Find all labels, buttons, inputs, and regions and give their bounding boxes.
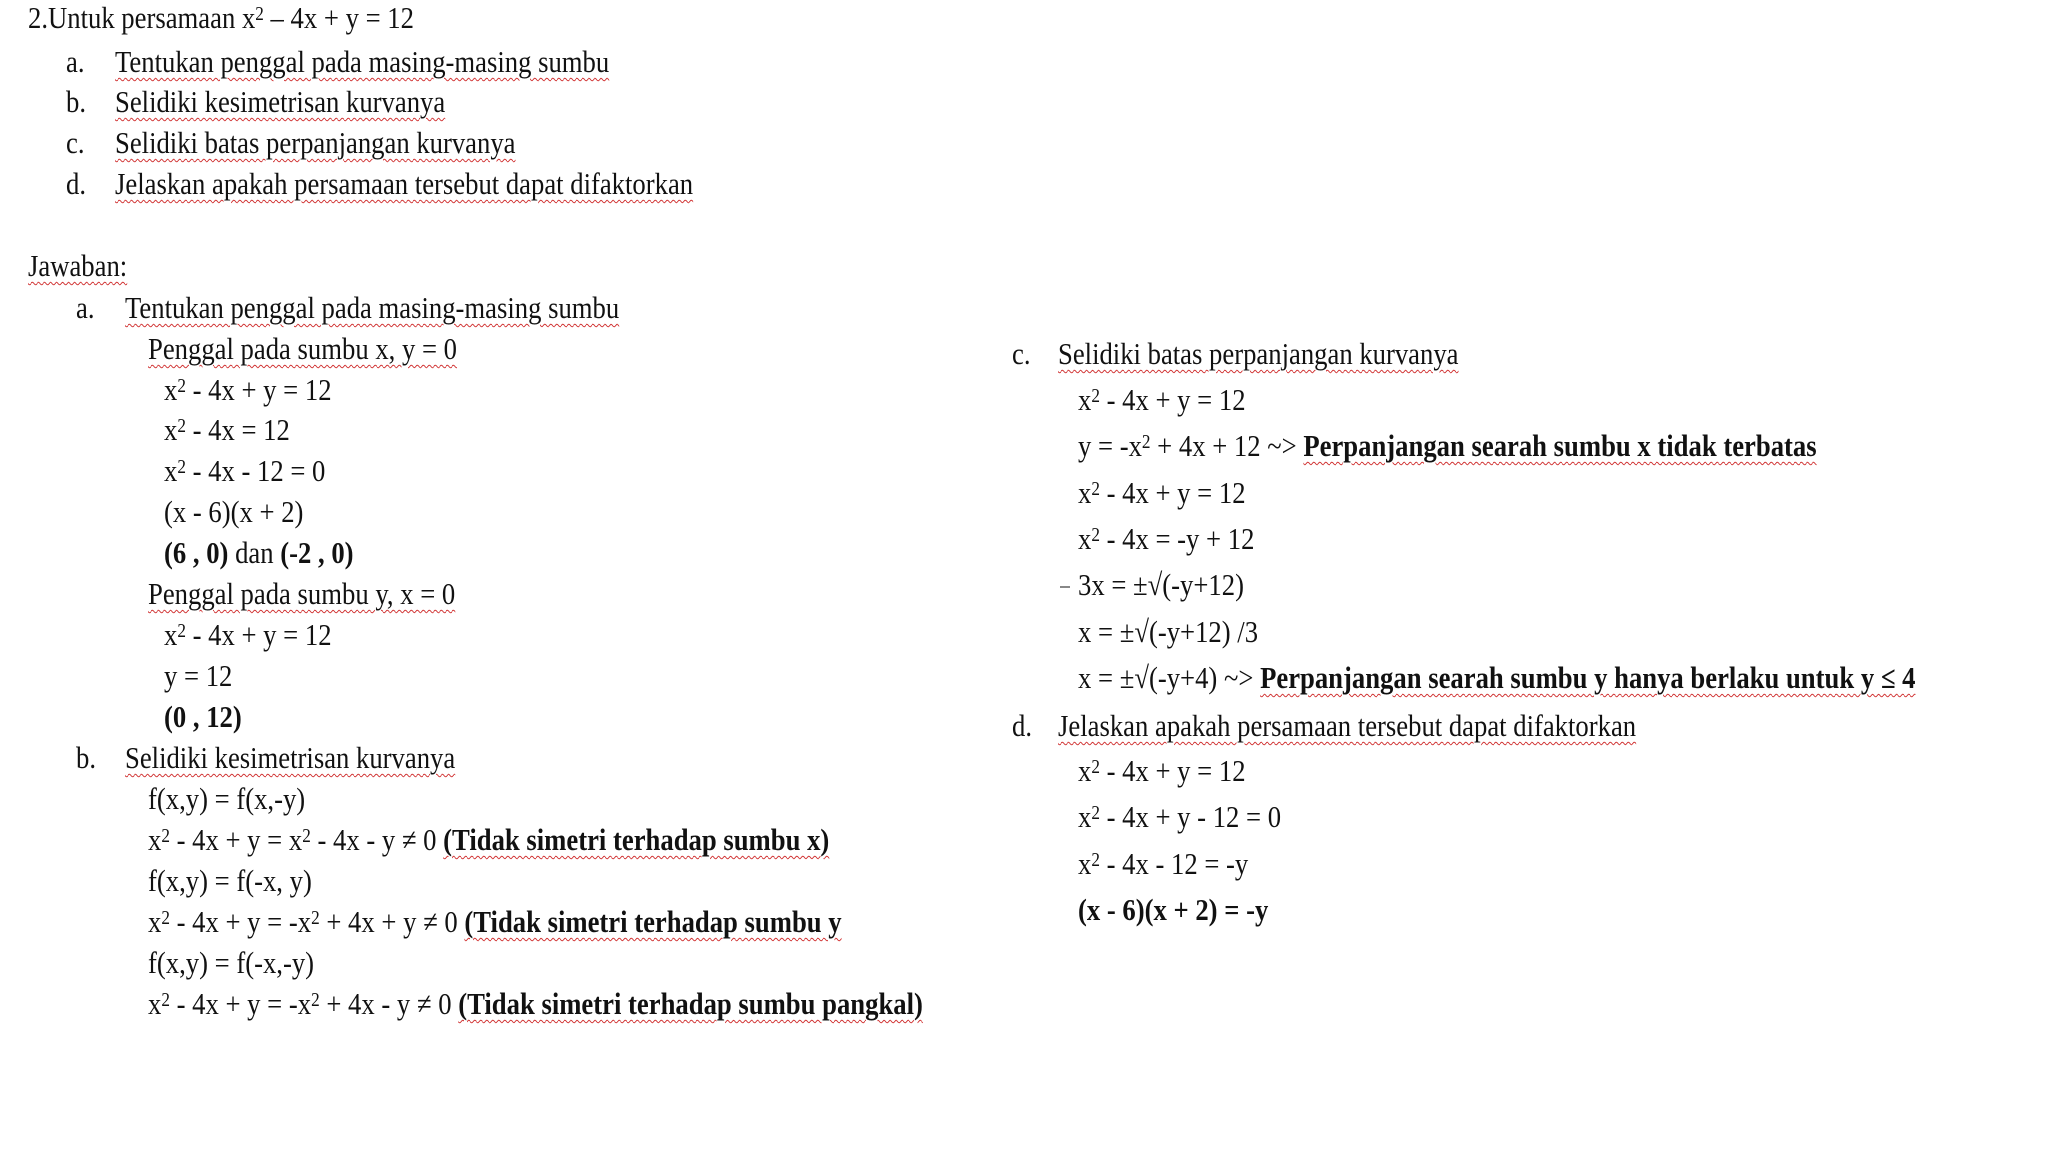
- answer-b-line-3: f(x,y) = f(-x, y): [148, 863, 312, 898]
- answer-c-line-4: $x^2 - 4x = -y + 12$: [1078, 521, 1255, 556]
- answer-c-line-3: $x^2 - 4x + y = 12$: [1078, 475, 1246, 510]
- answer-b-label: b.: [76, 740, 96, 775]
- answer-d-line-4: (x - 6)(x + 2) = -y: [1078, 892, 1269, 927]
- answer-a-x-result: (6 , 0) dan (-2 , 0): [164, 535, 354, 570]
- answer-c-line-7: x = ±√(-y+4) ~> Perpanjangan searah sumbu y hanya berlaku untuk y ≤ 4: [1078, 660, 1916, 695]
- answer-b-line-6: $x^2 - 4x + y = -x^2 + 4x - y \ne 0$ (Tidak simetri terhadap sumbu pangkal): [148, 986, 923, 1021]
- answer-d-label: d.: [1012, 708, 1032, 743]
- question-item-d: Jelaskan apakah persamaan tersebut dapat difaktorkan: [115, 166, 694, 201]
- answer-heading: Jawaban:: [28, 248, 128, 283]
- answer-a-x-title: Penggal pada sumbu x, y = 0: [148, 331, 458, 366]
- answer-c-line-2: $y = -x^2 + 4x + 12$ ~> Perpanjangan searah sumbu x tidak terbatas: [1078, 428, 1817, 463]
- answer-c-line-1: $x^2 - 4x + y = 12$: [1078, 382, 1246, 417]
- answer-a-title: Tentukan penggal pada masing-masing sumbu: [125, 290, 620, 325]
- question-item-d-label: d.: [66, 166, 86, 201]
- answer-b-line-5: f(x,y) = f(-x,-y): [148, 945, 315, 980]
- answer-a-y-result: (0 , 12): [164, 699, 242, 734]
- answer-a-x-line-4: (x - 6)(x + 2): [164, 494, 304, 529]
- stray-dash-mark: [1060, 586, 1070, 588]
- question-item-b-label: b.: [66, 84, 86, 119]
- answer-b-line-2: $x^2 - 4x + y = x^2 - 4x - y \ne 0$ (Tidak simetri terhadap sumbu x): [148, 822, 830, 857]
- answer-a-x-line-1: $x^2 - 4x + y = 12$: [164, 372, 332, 407]
- answer-b-title: Selidiki kesimetrisan kurvanya: [125, 740, 456, 775]
- answer-d-line-2: $x^2 - 4x + y - 12 = 0$: [1078, 799, 1282, 834]
- answer-c-line-5: 3x = ±√(-y+12): [1078, 567, 1244, 602]
- answer-a-y-line-1: $x^2 - 4x + y = 12$: [164, 617, 332, 652]
- answer-a-y-title: Penggal pada sumbu y, x = 0: [148, 576, 456, 611]
- question-item-a: Tentukan penggal pada masing-masing sumbu: [115, 44, 610, 79]
- answer-a-x-line-2: $x^2 - 4x = 12$: [164, 412, 290, 447]
- question-item-c-label: c.: [66, 125, 85, 160]
- answer-a-label: a.: [76, 290, 95, 325]
- answer-b-line-1: f(x,y) = f(x,-y): [148, 781, 306, 816]
- question-item-c: Selidiki batas perpanjangan kurvanya: [115, 125, 516, 160]
- answer-d-line-3: $x^2 - 4x - 12 = -y$: [1078, 846, 1249, 881]
- answer-d-line-1: $x^2 - 4x + y = 12$: [1078, 753, 1246, 788]
- answer-c-line-6: x = ±√(-y+12) /3: [1078, 614, 1259, 649]
- question-item-a-label: a.: [66, 44, 85, 79]
- question-item-b: Selidiki kesimetrisan kurvanya: [115, 84, 446, 119]
- answer-a-y-line-2: y = 12: [164, 658, 233, 693]
- answer-b-line-4: $x^2 - 4x + y = -x^2 + 4x + y \ne 0$ (Tidak simetri terhadap sumbu y: [148, 904, 842, 939]
- answer-a-x-line-3: $x^2 - 4x - 12 = 0$: [164, 453, 326, 488]
- answer-c-label: c.: [1012, 336, 1031, 371]
- answer-d-title: Jelaskan apakah persamaan tersebut dapat difaktorkan: [1058, 708, 1637, 743]
- answer-c-title: Selidiki batas perpanjangan kurvanya: [1058, 336, 1459, 371]
- question-title: 2.Untuk persamaan $x^2 - 4x + y = 12$: [28, 0, 414, 35]
